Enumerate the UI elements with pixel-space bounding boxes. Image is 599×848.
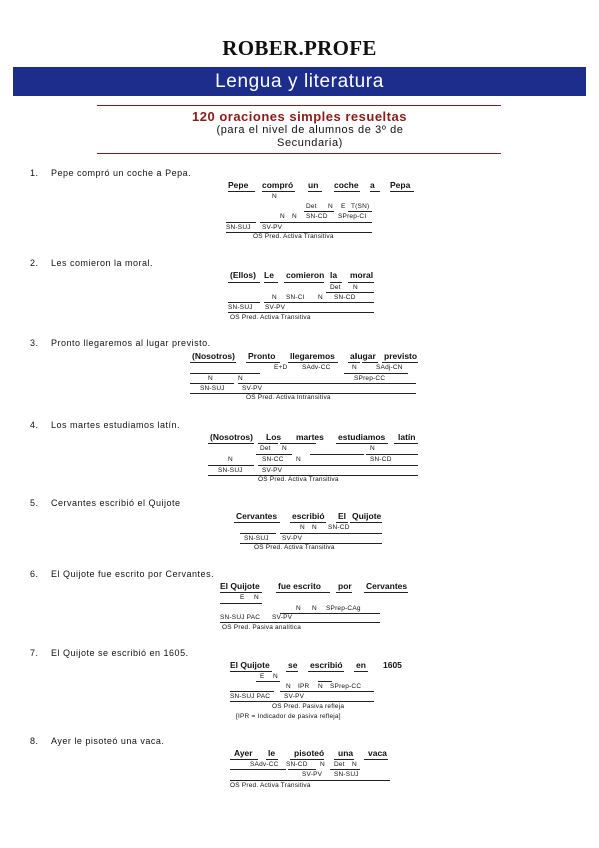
underline — [230, 780, 390, 781]
label: N — [320, 761, 325, 768]
label: N — [312, 524, 317, 531]
label: N — [272, 193, 277, 200]
label: SN-CD — [306, 213, 328, 220]
underline — [366, 454, 418, 455]
sentence-number: 3. — [30, 338, 39, 348]
label: SN-SUJ PAC — [230, 693, 271, 700]
label: SV-PV — [272, 614, 293, 621]
underline — [190, 383, 234, 384]
label: SN-CD — [286, 761, 308, 768]
sentence-text: Los martes estudiamos latín. — [51, 420, 181, 430]
label: SAdj-CN — [376, 364, 403, 371]
underline — [208, 465, 254, 466]
label: OS Pred. Activa Intransitiva — [246, 394, 331, 401]
underline — [308, 191, 322, 192]
underline — [304, 211, 334, 212]
underline — [290, 522, 326, 523]
label: OS Pred. Activa Transitiva — [230, 782, 311, 789]
label: N — [282, 445, 287, 452]
title-rule-bottom — [97, 153, 501, 154]
underline — [350, 522, 382, 523]
underline — [326, 292, 374, 293]
underline — [318, 681, 332, 682]
underline — [228, 312, 374, 313]
label: N — [238, 375, 243, 382]
underline — [354, 671, 368, 672]
label: SN-CI — [286, 294, 305, 301]
underline — [228, 302, 260, 303]
underline — [382, 362, 418, 363]
label: SN-SUJ — [200, 385, 225, 392]
underline — [364, 592, 408, 593]
label: SV-PV — [262, 224, 283, 231]
word: 1605 — [383, 660, 402, 670]
label: SV-PV — [242, 385, 263, 392]
label: E+D — [274, 364, 288, 371]
sentence-number: 4. — [30, 420, 39, 430]
word: Cervantes — [366, 581, 408, 591]
label: OS Pred. Activa Transitiva — [254, 544, 335, 551]
label: IPR — [298, 683, 310, 690]
underline — [258, 465, 418, 466]
label: SAdv-CC — [250, 761, 279, 768]
title-rule-top — [97, 105, 501, 106]
word: lugar — [355, 351, 376, 361]
underline — [286, 671, 298, 672]
label: Det — [260, 445, 271, 452]
word: previsto — [384, 351, 418, 361]
label: SN-SUJ — [228, 304, 253, 311]
underline — [228, 282, 260, 283]
word: escribió — [310, 660, 343, 670]
label: N — [272, 294, 277, 301]
underline — [264, 302, 374, 303]
label: E — [260, 673, 265, 680]
sentence-text: El Quijote se escribió en 1605. — [51, 648, 189, 658]
label: N — [280, 213, 285, 220]
sentence-number: 5. — [30, 498, 39, 508]
label: Det — [334, 761, 345, 768]
label: OS Pred. Activa Transitiva — [258, 476, 339, 483]
sentence-item — [30, 648, 189, 658]
underline — [330, 769, 360, 770]
label: SN-CD — [370, 456, 392, 463]
word: El Quijote — [230, 660, 270, 670]
word: pisoteó — [294, 748, 325, 758]
sentence-item — [30, 168, 191, 178]
underline — [230, 671, 272, 672]
brand-title: ROBER.PROFE — [222, 36, 377, 60]
label: N — [300, 524, 305, 531]
word: compró — [262, 180, 294, 190]
label: N — [296, 605, 301, 612]
word: martes — [296, 432, 324, 442]
underline — [220, 603, 262, 604]
underline — [240, 533, 276, 534]
underline — [260, 222, 372, 223]
label: SV-PV — [302, 771, 323, 778]
word: Quijote — [352, 511, 382, 521]
word: le — [268, 748, 276, 758]
label: SAdv-CC — [302, 364, 331, 371]
label: SPrep-CC — [354, 375, 386, 382]
word: la — [330, 270, 338, 280]
word: (Nosotros) — [192, 351, 235, 361]
sentence-number: 7. — [30, 648, 39, 658]
sentence-text: Pepe compró un coche a Pepa. — [51, 168, 192, 178]
label: N — [312, 605, 317, 612]
label: SN-CD — [328, 524, 350, 531]
label: SV-PV — [262, 467, 283, 474]
sentence-item — [30, 420, 180, 430]
label: N — [228, 456, 233, 463]
word: latín — [398, 432, 416, 442]
label: OS Pred. Activa Transitiva — [253, 233, 334, 240]
underline — [262, 191, 295, 192]
underline — [208, 443, 254, 444]
subject-banner — [13, 67, 586, 96]
label: N — [273, 673, 278, 680]
word: Cervantes — [236, 511, 278, 521]
sentence-number: 1. — [30, 168, 39, 178]
label: N — [292, 213, 297, 220]
underline — [220, 622, 380, 623]
word: fue escrito — [278, 581, 321, 591]
label: N — [352, 364, 357, 371]
word: llegaremos — [290, 351, 335, 361]
underline — [284, 282, 324, 283]
underline — [310, 454, 364, 455]
label: N — [328, 203, 333, 210]
underline — [336, 443, 388, 444]
sentence-item — [30, 569, 214, 579]
word: en — [356, 660, 366, 670]
label: SN-CD — [334, 294, 356, 301]
word: El — [338, 511, 347, 521]
word: una — [338, 748, 354, 758]
word: al — [350, 351, 358, 361]
word: vaca — [368, 748, 387, 758]
label: SV-PV — [265, 304, 286, 311]
underline — [228, 191, 255, 192]
label: SN-SUJ PAC — [220, 614, 261, 621]
underline — [330, 282, 342, 283]
label: N — [286, 683, 291, 690]
underline — [230, 691, 274, 692]
underline — [362, 362, 378, 363]
label: OS Pred. Activa Transitiva — [230, 314, 311, 321]
underline — [336, 522, 348, 523]
label: E — [341, 203, 346, 210]
label: Det — [306, 203, 317, 210]
underline — [230, 701, 374, 702]
word: El Quijote — [220, 581, 260, 591]
label: SN-CC — [262, 456, 284, 463]
word: moral — [350, 270, 374, 280]
underline — [246, 362, 280, 363]
label: N — [318, 683, 323, 690]
underline — [190, 362, 236, 363]
underline — [276, 592, 330, 593]
sentence-text: Les comieron la moral. — [51, 258, 154, 268]
word: (Nosotros) — [210, 432, 253, 442]
document-subtitle: (para el nivel de alumnos de 3º de Secundaria) — [216, 124, 404, 149]
label: SN-SUJ — [218, 467, 243, 474]
word: Pronto — [248, 351, 276, 361]
underline — [290, 759, 324, 760]
label: SPrep-CC — [330, 683, 362, 690]
word: por — [338, 581, 352, 591]
label: E — [240, 594, 245, 601]
word: Le — [264, 270, 274, 280]
word: Pepa — [390, 180, 411, 190]
underline — [348, 362, 360, 363]
word: escribió — [292, 511, 325, 521]
label: N — [370, 445, 375, 452]
underline — [234, 522, 280, 523]
sentence-text: Cervantes escribió el Quijote — [51, 498, 181, 508]
underline — [230, 769, 286, 770]
underline — [334, 759, 354, 760]
label: OS Pred. Pasiva analítica — [222, 624, 302, 631]
underline — [258, 443, 278, 444]
word: comieron — [286, 270, 325, 280]
underline — [230, 759, 258, 760]
underline — [264, 282, 278, 283]
word: un — [308, 180, 319, 190]
sentence-item — [30, 338, 211, 348]
sentence-item — [30, 736, 164, 746]
sentence-text: Pronto llegaremos al lugar previsto. — [51, 338, 211, 348]
underline — [336, 592, 352, 593]
word: estudiamos — [338, 432, 386, 442]
underline — [280, 613, 380, 614]
label: SN-SUJ — [226, 224, 251, 231]
label: SV-PV — [284, 693, 305, 700]
label: N — [352, 761, 357, 768]
underline — [190, 373, 260, 374]
underline — [288, 362, 338, 363]
underline — [344, 373, 408, 374]
sentence-text: El Quijote fue escrito por Cervantes. — [51, 569, 215, 579]
underline — [238, 383, 416, 384]
underline — [256, 454, 292, 455]
underline — [364, 759, 388, 760]
sentence-item — [30, 258, 153, 268]
underline — [348, 282, 374, 283]
sentence-number: 2. — [30, 258, 39, 268]
label: N — [296, 456, 301, 463]
word: coche — [334, 180, 359, 190]
label: SPrep-CI — [338, 213, 367, 220]
label: N — [208, 375, 213, 382]
word: a — [370, 180, 375, 190]
underline — [390, 191, 414, 192]
underline — [288, 769, 316, 770]
word: Pepe — [228, 180, 249, 190]
underline — [394, 443, 418, 444]
label: [IPR = Indicador de pasiva refleja] — [236, 713, 341, 720]
label: SV-PV — [282, 535, 303, 542]
underline — [334, 191, 360, 192]
label: SPrep-CAg — [326, 605, 361, 612]
underline — [280, 533, 382, 534]
word: Los — [266, 432, 282, 442]
word: (Ellos) — [230, 270, 256, 280]
underline — [370, 191, 380, 192]
underline — [226, 222, 256, 223]
banner-text: Lengua y literatura — [215, 71, 384, 92]
sentence-number: 8. — [30, 736, 39, 746]
underline — [308, 671, 344, 672]
label: N — [254, 594, 259, 601]
underline — [220, 592, 262, 593]
label: SN-SUJ — [244, 535, 269, 542]
sentence-item — [30, 498, 181, 508]
underline — [280, 443, 316, 444]
label: T(SN) — [351, 203, 370, 210]
document-title: 120 oraciones simples resueltas — [192, 109, 407, 124]
underline — [256, 681, 280, 682]
label: N — [353, 284, 358, 291]
label: OS Pred. Pasiva refleja — [272, 703, 345, 710]
word: Ayer — [234, 748, 253, 758]
sentence-text: Ayer le pisoteó una vaca. — [51, 736, 165, 746]
label: N — [318, 294, 323, 301]
sentence-number: 6. — [30, 569, 39, 579]
underline — [280, 691, 374, 692]
word: se — [288, 660, 298, 670]
underline — [348, 211, 372, 212]
label: SN-SUJ — [334, 771, 359, 778]
label: Det — [330, 284, 341, 291]
underline — [266, 759, 278, 760]
